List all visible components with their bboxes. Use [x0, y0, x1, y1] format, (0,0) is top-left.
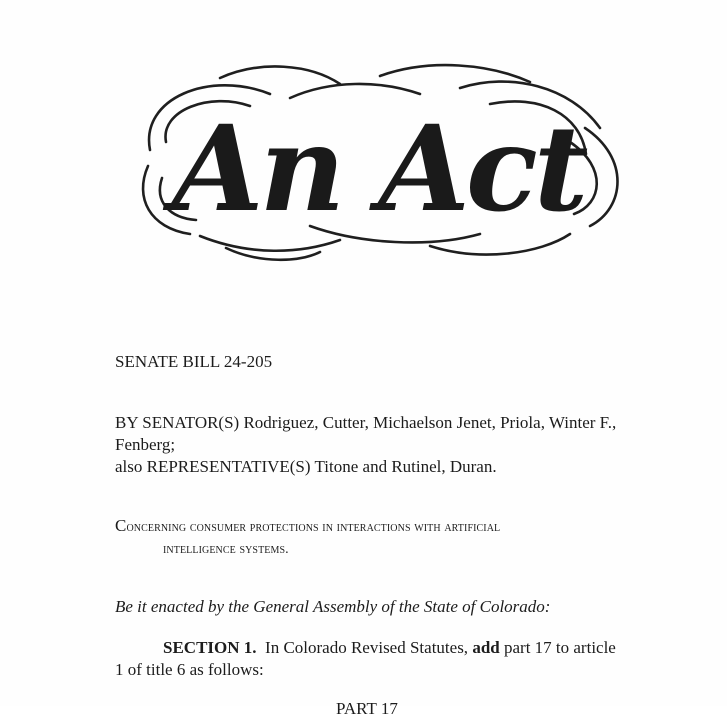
- concerning-line-1: [115, 515, 500, 539]
- section-1-label: SECTION 1.: [163, 638, 257, 657]
- an-act-emblem: [130, 58, 630, 270]
- concerning-clause: [115, 515, 500, 561]
- section-1-text-b: part 17 to article: [503, 638, 616, 657]
- sponsors-block: [115, 412, 616, 478]
- an-act-title: An Act: [172, 99, 585, 238]
- senators-line: BY SENATOR(S) Rodriguez, Cutter, Michaelson Jenet, Priola, Winter F.,: [115, 413, 617, 432]
- bill-number: SENATE BILL 24-205: [115, 352, 273, 371]
- an-act-masthead: [130, 58, 630, 270]
- concerning-line-2: intelligence systems.: [163, 542, 289, 557]
- part-heading: PART 17: [336, 699, 398, 718]
- section-1: [115, 637, 630, 681]
- concerning-initial: C: [115, 516, 127, 535]
- section-1-text-a: In Colorado Revised Statutes,: [265, 638, 469, 657]
- section-1-add-word: add: [472, 638, 500, 657]
- senators-line-continued: Fenberg;: [115, 435, 176, 454]
- representatives-line: also REPRESENTATIVE(S) Titone and Rutinel, Duran.: [115, 457, 497, 476]
- concerning-line-1-text: oncerning consumer protections in interactions with artificial: [126, 520, 501, 535]
- section-1-line-2: 1 of title 6 as follows:: [115, 660, 264, 679]
- section-1-line-1: [115, 637, 630, 659]
- enacting-clause: Be it enacted by the General Assembly of the State of Colorado:: [115, 597, 551, 616]
